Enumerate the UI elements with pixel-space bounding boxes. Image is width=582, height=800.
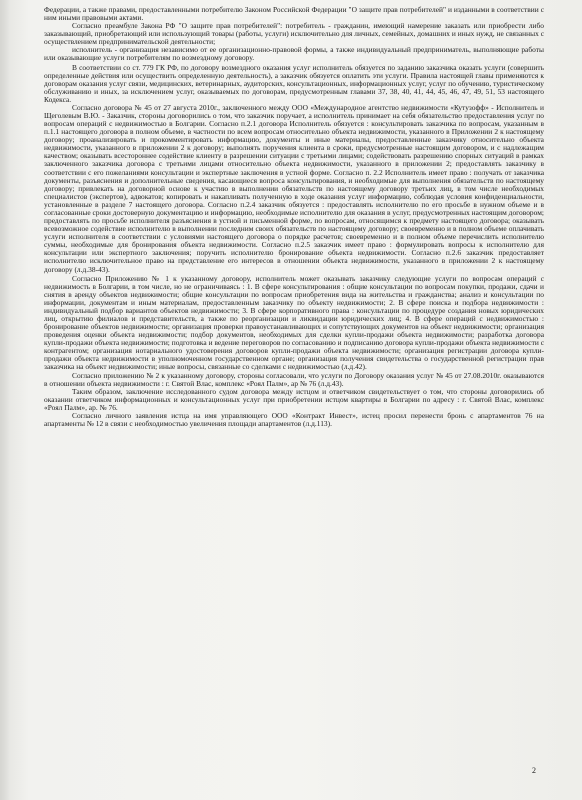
page-number: 2 <box>532 766 536 775</box>
paragraph: Согласно преамбуле Закона РФ "О защите прав потребителей": потребитель - гражданин, имеющий намерение заказать или приобрести либо заказывающий, приобретающий или использующий товары (работы, услуги) исключительно для личных, семейных, домашних и иных нужд, не связанных с осуществлением предпринимательской деятельности; <box>44 21 544 47</box>
paragraph: исполнитель - организация независимо от ее организационно-правовой формы, а также индивидуальный предприниматель, выполняющие работы или оказывающие услуги потребителям по возмездному договору. <box>44 45 544 63</box>
paragraph: Таким образом, заключение исследованного судом договора между истцом и ответчиком свидетельствует о том, что стороны договорились об оказании ответчиком информационных и консультационных услуг при приобретении истцом квартиры в Болгарии по адресу : г. Святой Влас, комплекс «Роял Палм», ар. № 76. <box>44 386 544 412</box>
paragraph: Согласно личного заявления истца на имя управляющего ООО «Контракт Инвест», истец просил перенести бронь с апартаментов 76 на апартаменты № 12 в связи с необходимостью увеличения площади апартаментов (л.д.113). <box>44 410 544 428</box>
document-body <box>44 6 544 428</box>
paragraph: Согласно приложению № 2 к указанному договору, стороны согласовали, что услуги по Договору оказания услуг № 45 от 27.08.2010г. оказываются в отношении объекта недвижимости : г. Святой Влас, комплекс «Роял Палм», ар № 76 (л.д.43). <box>44 370 544 388</box>
paragraph: Согласно договора № 45 от 27 августа 2010г., заключенного между ООО «Международное агентство недвижимости «Кутузофф» - Исполнитель и Щеголевым В.Ю. - Заказчик, стороны договорились о том, что заказчик поручает, а исполнитель принимает на себя обязательство предоставления услуг по вопросам операций с недвижимостью в Болгарии. Согласно п.2.1 договора Исполнитель обязуется : консультировать заказчика по вопросам, указанным в п.1.1 настоящего договора в полном объеме, в частности по всем вопросам относительно объекта недвижимости, указанного в Приложении 2 к настоящему договору; проанализировать и прокомментировать информацию, документы и иные материалы, предоставленные заказчику относительно объекта недвижимости, указанного в приложении 2 к договору; выполнять поручения клиента в сроки, предусмотренные настоящим договором, и с надлежащим качеством; оказывать всестороннее содействие клиенту в разрешении ситуации с третьими лицами; содействовать разрешению спорных ситуаций в рамках заключенного заказчика договора с третьими лицами относительно объекта недвижимости, указанного в приложении 2; предоставлять заказчику в соответствии с его пожеланиями консультации и экспертные заключения в устной форме. Согласно п. 2.2 Исполнитель имеет право : получать от заказчика документы, разъяснения и дополнительные сведения, касающиеся вопроса консультирования, и необходимые для выполнения обязательств по настоящему договору; привлекать на договорной основе к участию в выполнении обязательств по настоящему договору третьих лиц, в том числе необходимых специалистов (экспертов), адвокатов; копировать и накапливать полученную в ходе оказания услуг информацию, соблюдая условия конфиденциальности, установленные в разделе 7 настоящего договора. Согласно п.2.4 заказчик обязуется : предоставлять исполнителю по его просьбе в нужном объеме и в согласованные сроки достоверную документацию и информацию, необходимые исполнителю для оказания в услуг, предусмотренных настоящим договором; предоставлять по просьбе исполнителя разъяснения в устной и письменной форме, по вопросам, относящимся к предмету настоящего договора; оказывать всевозможное содействие исполнителю в выполнении последним своих обязательств по настоящему договору; своевременно и в полном объеме оплачивать услуги исполнителя в соответствии с условиями настоящего договора о порядке расчетов; своевременно и в полном объеме перечислить исполнителю суммы, необходимые для бронирования объекта недвижимости. Согласно п.2.5 заказчик имеет право : формулировать вопросы к исполнителю для консультации или экспертного заключения; поручить исполнителю бронирование объекта недвижимости. Согласно п.2.6 заказчик предоставляет исполнителю исключительное право на представление его интересов в отношении объекта недвижимости, указанного в приложении 2 к настоящему договору (л.д.38-43). <box>44 102 544 274</box>
paragraph: В соответствии со ст. 779 ГК РФ, по договору возмездного оказания услуг исполнитель обязуется по заданию заказчика оказать услуги (совершить определенные действия или осуществить определенную деятельность), а заказчик обязуется оплатить эти услуги. Правила настоящей главы применяются к договорам оказания услуг связи, медицинских, ветеринарных, аудиторских, консультационных, информационных услуг, услуг по обучению, туристическому обслуживанию и иных, за исключением услуг, оказываемых по договорам, предусмотренным главами 37, 38, 40, 41, 44, 45, 46, 47, 49, 51, 53 настоящего Кодекса. <box>44 62 544 104</box>
paragraph: Федерации, а также правами, предоставленными потребителю Законом Российской Федерации "О защите прав потребителей" и изданными в соответствии с ним иными правовыми актами. <box>44 5 544 23</box>
paragraph: Согласно Приложению № 1 к указанному договору, исполнитель может оказывать заказчику следующие услуги по вопросам операций с недвижимость в Болгарии, в том числе, но не ограничиваясь : 1. В сфере консультирования : общие консультации по вопросам покупки, продажи, сдачи и снятия в аренду объектов недвижимости; общие консультации по вопросам приобретения вида на жительства и гражданства; анализ и консультации по информации, документам и иным материалам, предоставленным заказчику по объекту недвижимости; 2. В сфере поиска и подбора недвижимости : индивидуальный подбор вариантов объектов недвижимости; 3. В сфере корпоративного права : консультации по процедуре создания новых юридических лиц, открытию филиалов и представительств, а также по реорганизации и ликвидации юридических лиц; 4. В сфере операций с недвижимостью : бронирование объектов недвижимости; организация проверки правоустанавливающих и сопутствующих документов на объект недвижимости; организация проведения оценки объекта недвижимости; подбор документов, необходимых для сделки купли-продажи объекта недвижимости; разработка договора купли-продажи объекта недвижимости; подготовка и ведение переговоров по согласованию и подписанию договора купли-продажи объекта недвижимости с контрагентом; организация нотариального удостоверения договоров купли-продажи объекта недвижимости; организация регистрации договора купли-продажи объекта недвижимости в уполномоченном государственном органе; организация получения свидетельства о государственной регистрации прав заказчика на объект недвижимости; иные вопросы, связанные со сделками с недвижимостью (л.д.42). <box>44 273 544 372</box>
scan-shadow <box>0 0 10 800</box>
